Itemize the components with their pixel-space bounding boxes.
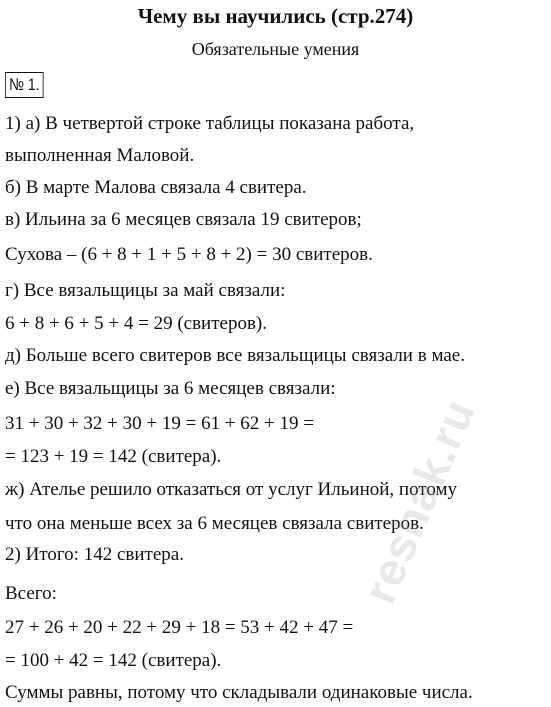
watermark: reshak.ru	[352, 391, 486, 611]
text-line-9: е) Все вязальщицы за 6 месяцев связали:	[5, 378, 336, 399]
text-line-1: 1) а) В четвертой строке таблицы показана работа,	[5, 113, 415, 134]
page-subtitle: Обязательные умения	[191, 39, 360, 59]
text-line-18: Суммы равны, потому что складывали одинаковые числа.	[5, 682, 473, 703]
text-line-6: г) Все вязальщицы за май связали:	[5, 280, 286, 301]
task-number-box: № 1.	[5, 72, 44, 98]
text-line-15: Всего:	[5, 583, 57, 604]
text-line-12: ж) Ателье решило отказаться от услуг Ильиной, потому	[5, 479, 458, 500]
text-line-16: 27 + 26 + 20 + 22 + 29 + 18 = 53 + 42 + 47 =	[5, 617, 354, 638]
text-line-5: Сухова – (6 + 8 + 1 + 5 + 8 + 2) = 30 свитеров.	[5, 244, 373, 265]
text-line-3: б) В марте Малова связала 4 свитера.	[5, 177, 307, 198]
text-line-10: 31 + 30 + 32 + 30 + 19 = 61 + 62 + 19 =	[5, 413, 314, 434]
text-line-7: 6 + 8 + 6 + 5 + 4 = 29 (свитеров).	[5, 313, 268, 334]
text-line-4: в) Ильина за 6 месяцев связала 19 свитеров;	[5, 209, 362, 230]
text-line-11: = 123 + 19 = 142 (свитера).	[5, 446, 222, 467]
text-line-13: что она меньше всех за 6 месяцев связала свитеров.	[5, 513, 424, 534]
text-line-17: = 100 + 42 = 142 (свитера).	[5, 650, 222, 671]
page-title: Чему вы научились (стр.274)	[137, 4, 414, 28]
text-line-14: 2) Итого: 142 свитера.	[5, 544, 184, 565]
text-line-8: д) Больше всего свитеров все вязальщицы связали в мае.	[5, 345, 465, 366]
text-line-2: выполненная Маловой.	[5, 145, 195, 166]
